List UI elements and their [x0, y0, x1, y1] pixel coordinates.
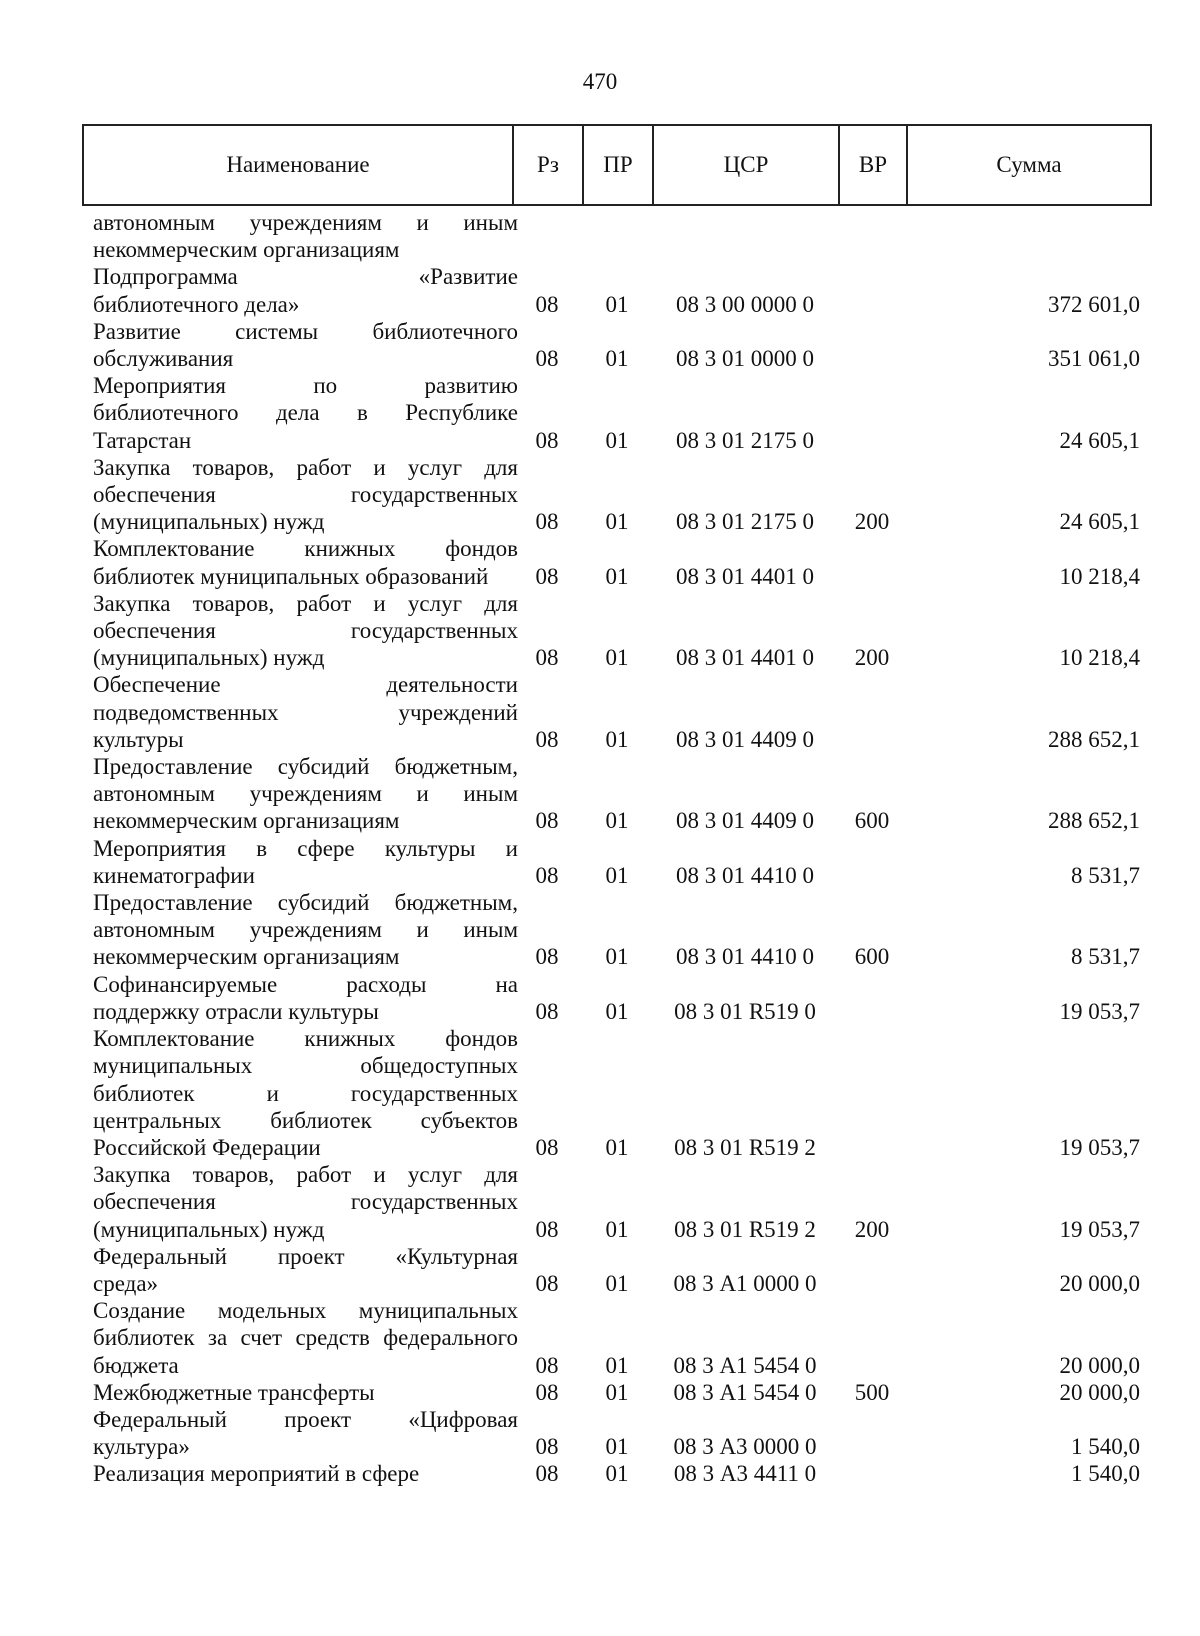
row-name-line: обеспечения государственных	[93, 482, 518, 508]
row-csr: 08 3 01 4409 0	[676, 808, 814, 834]
row-rz	[512, 209, 582, 263]
row-name-line: Предоставление субсидий бюджетным,	[93, 754, 518, 780]
row-name	[82, 671, 518, 753]
row-name	[82, 1161, 518, 1243]
row-name	[82, 753, 518, 835]
table-row	[82, 1297, 1150, 1379]
table-row	[82, 318, 1150, 372]
row-vr: 600	[854, 944, 890, 970]
row-name-line: Федеральный проект «Культурная	[93, 1243, 518, 1269]
row-pr: 01	[605, 427, 629, 453]
row-rz: 08	[535, 1270, 559, 1296]
row-name-line: (муниципальных) нужд	[93, 509, 325, 535]
row-pr: 01	[605, 509, 629, 535]
row-pr: 01	[605, 645, 629, 671]
row-name-line: бюджета	[93, 1352, 179, 1378]
row-csr: 08 3 01 R519 2	[674, 1134, 816, 1160]
row-pr: 01	[605, 1270, 629, 1296]
row-name-line: библиотечного дела в Республике	[93, 400, 518, 426]
row-name-line: Софинансируемые расходы на	[93, 971, 518, 997]
row-pr	[582, 209, 652, 263]
row-name-line: Межбюджетные трансферты	[93, 1379, 375, 1405]
row-sum: 1 540,0	[1071, 1434, 1140, 1460]
row-name-line: Обеспечение деятельности	[93, 672, 518, 698]
row-vr	[838, 1460, 906, 1487]
row-vr: 500	[854, 1379, 890, 1405]
row-vr	[838, 1297, 906, 1379]
row-csr: 08 3 01 2175 0	[676, 509, 814, 535]
row-name	[82, 209, 518, 263]
row-name	[82, 535, 518, 589]
row-rz: 08	[535, 1434, 559, 1460]
row-pr: 01	[605, 1461, 629, 1487]
row-pr: 01	[605, 1379, 629, 1405]
row-sum: 351 061,0	[1048, 346, 1140, 372]
row-name	[82, 263, 518, 317]
row-name	[82, 318, 518, 372]
row-pr: 01	[605, 291, 629, 317]
row-vr	[838, 372, 906, 454]
row-vr	[838, 263, 906, 317]
row-csr: 08 3 А1 5454 0	[673, 1352, 817, 1378]
row-name-line: муниципальных общедоступных	[93, 1053, 518, 1079]
row-sum	[906, 209, 1150, 263]
row-name	[82, 590, 518, 672]
header-rz: Рз	[513, 125, 583, 205]
row-csr	[652, 209, 838, 263]
row-name-line: библиотечного дела»	[93, 291, 300, 317]
row-csr: 08 3 01 0000 0	[676, 346, 814, 372]
row-sum: 8 531,7	[1071, 944, 1140, 970]
row-name-line: обеспечения государственных	[93, 618, 518, 644]
row-name-line: Закупка товаров, работ и услуг для	[93, 454, 518, 480]
table-row	[82, 454, 1150, 536]
row-sum: 20 000,0	[1059, 1270, 1140, 1296]
row-name-line: Закупка товаров, работ и услуг для	[93, 590, 518, 616]
row-rz: 08	[535, 645, 559, 671]
row-vr: 600	[854, 808, 890, 834]
header-pr: ПР	[583, 125, 653, 205]
row-name-line: некоммерческим организациям	[93, 944, 400, 970]
row-name-line: культура»	[93, 1434, 190, 1460]
row-name-line: автономным учреждениям и иным	[93, 781, 518, 807]
table-row	[82, 263, 1150, 317]
table-row	[82, 209, 1150, 263]
row-name	[82, 1460, 512, 1487]
row-name-line: культуры	[93, 726, 184, 752]
table-row	[82, 1243, 1150, 1297]
row-csr: 08 3 01 4409 0	[676, 726, 814, 752]
row-pr: 01	[605, 1216, 629, 1242]
row-csr: 08 3 01 R519 2	[674, 1216, 816, 1242]
row-sum: 24 605,1	[1059, 427, 1140, 453]
row-name	[82, 1297, 518, 1379]
table-row	[82, 1379, 1150, 1406]
row-name	[82, 1243, 518, 1297]
row-rz: 08	[535, 563, 559, 589]
row-name	[82, 889, 518, 971]
row-name-line: библиотек и государственных	[93, 1080, 518, 1106]
row-vr	[838, 535, 906, 589]
row-rz: 08	[535, 291, 559, 317]
row-vr	[838, 1406, 906, 1460]
table-row	[82, 590, 1150, 672]
row-pr: 01	[605, 563, 629, 589]
row-name-line: Создание модельных муниципальных	[93, 1298, 518, 1324]
table-row	[82, 671, 1150, 753]
row-vr: 200	[854, 1216, 890, 1242]
header-vr: ВР	[839, 125, 907, 205]
row-vr	[838, 1025, 906, 1161]
row-csr: 08 3 01 4401 0	[676, 645, 814, 671]
header-csr: ЦСР	[653, 125, 839, 205]
row-name-line: Реализация мероприятий в сфере	[93, 1461, 420, 1487]
row-rz: 08	[535, 808, 559, 834]
row-name-line: Мероприятия по развитию	[93, 373, 518, 399]
table-row	[82, 753, 1150, 835]
table-row	[82, 1161, 1150, 1243]
budget-table-body	[82, 209, 1150, 1488]
table-row	[82, 372, 1150, 454]
row-sum: 8 531,7	[1071, 862, 1140, 888]
row-name	[82, 971, 518, 1025]
row-rz: 08	[535, 862, 559, 888]
row-rz: 08	[535, 1134, 559, 1160]
row-name	[82, 372, 518, 454]
row-rz: 08	[535, 509, 559, 535]
row-sum: 24 605,1	[1059, 509, 1140, 535]
header-sum: Сумма	[907, 125, 1151, 205]
row-sum: 10 218,4	[1059, 563, 1140, 589]
row-pr: 01	[605, 1352, 629, 1378]
row-csr: 08 3 01 4410 0	[676, 862, 814, 888]
row-rz: 08	[535, 1216, 559, 1242]
row-name-line: некоммерческим организациям	[93, 808, 400, 834]
row-name	[82, 1379, 512, 1406]
row-name-line: Предоставление субсидий бюджетным,	[93, 890, 518, 916]
row-csr: 08 3 А1 5454 0	[673, 1379, 817, 1405]
row-sum: 20 000,0	[1059, 1379, 1140, 1405]
row-name-line: библиотек за счет средств федерального	[93, 1325, 518, 1351]
row-name-line: центральных библиотек субъектов	[93, 1107, 518, 1133]
row-rz: 08	[535, 998, 559, 1024]
row-csr: 08 3 А1 0000 0	[673, 1270, 817, 1296]
table-row	[82, 971, 1150, 1025]
row-name-line: (муниципальных) нужд	[93, 645, 325, 671]
row-name-line: кинематографии	[93, 862, 255, 888]
row-sum: 10 218,4	[1059, 645, 1140, 671]
row-sum: 288 652,1	[1048, 726, 1140, 752]
row-name-line: Закупка товаров, работ и услуг для	[93, 1162, 518, 1188]
table-row	[82, 1460, 1150, 1487]
row-pr: 01	[605, 726, 629, 752]
row-name	[82, 1406, 518, 1460]
row-vr	[838, 318, 906, 372]
row-csr: 08 3 А3 4411 0	[673, 1461, 817, 1487]
row-name-line: автономным учреждениям и иным	[93, 210, 518, 235]
table-row	[82, 889, 1150, 971]
table-row	[82, 835, 1150, 889]
row-pr: 01	[605, 1434, 629, 1460]
row-rz: 08	[535, 427, 559, 453]
row-name-line: (муниципальных) нужд	[93, 1216, 325, 1242]
row-csr: 08 3 01 4401 0	[676, 563, 814, 589]
row-sum: 372 601,0	[1048, 291, 1140, 317]
table-row	[82, 1406, 1150, 1460]
row-sum: 1 540,0	[1071, 1461, 1140, 1487]
row-name-line: Мероприятия в сфере культуры и	[93, 835, 518, 861]
row-name	[82, 454, 518, 536]
row-vr: 200	[854, 645, 890, 671]
row-name-line: автономным учреждениям и иным	[93, 917, 518, 943]
row-pr: 01	[605, 346, 629, 372]
row-pr: 01	[605, 808, 629, 834]
row-pr: 01	[605, 1134, 629, 1160]
row-name-line: поддержку отрасли культуры	[93, 998, 379, 1024]
header-name: Наименование	[83, 125, 513, 205]
row-name-line: библиотек муниципальных образований	[93, 563, 489, 589]
row-csr: 08 3 00 0000 0	[676, 291, 814, 317]
row-vr	[838, 671, 906, 753]
row-pr: 01	[605, 998, 629, 1024]
row-vr	[838, 209, 906, 263]
row-name-line: обслуживания	[93, 346, 234, 372]
row-sum: 19 053,7	[1059, 1134, 1140, 1160]
row-rz: 08	[535, 726, 559, 752]
row-rz: 08	[535, 944, 559, 970]
row-csr: 08 3 01 2175 0	[676, 427, 814, 453]
row-name-line: Федеральный проект «Цифровая	[93, 1406, 518, 1432]
row-rz: 08	[535, 1461, 559, 1487]
row-vr	[838, 835, 906, 889]
row-name-line: Комплектование книжных фондов	[93, 536, 518, 562]
page-number: 470	[582, 69, 618, 94]
row-name-line: Подпрограмма «Развитие	[93, 264, 518, 290]
row-pr: 01	[605, 862, 629, 888]
row-name-line: среда»	[93, 1270, 159, 1296]
row-vr: 200	[854, 509, 890, 535]
row-rz: 08	[535, 1352, 559, 1378]
row-name-line: Комплектование книжных фондов	[93, 1026, 518, 1052]
row-name-line: подведомственных учреждений	[93, 699, 518, 725]
row-sum: 19 053,7	[1059, 1216, 1140, 1242]
row-sum: 19 053,7	[1059, 998, 1140, 1024]
row-name-line: обеспечения государственных	[93, 1189, 518, 1215]
row-name-line: Российской Федерации	[93, 1134, 321, 1160]
row-name-line: Развитие системы библиотечного	[93, 318, 518, 344]
row-rz: 08	[535, 346, 559, 372]
row-name-line: некоммерческим организациям	[93, 237, 400, 263]
table-row	[82, 535, 1150, 589]
row-vr	[838, 971, 906, 1025]
row-csr: 08 3 А3 0000 0	[673, 1434, 817, 1460]
row-rz: 08	[535, 1379, 559, 1405]
row-vr	[838, 1243, 906, 1297]
row-name	[82, 1025, 518, 1161]
table-header	[82, 124, 1152, 206]
row-csr: 08 3 01 4410 0	[676, 944, 814, 970]
row-pr: 01	[605, 944, 629, 970]
table-row	[82, 1025, 1150, 1161]
row-sum: 288 652,1	[1048, 808, 1140, 834]
row-sum: 20 000,0	[1059, 1352, 1140, 1378]
row-name-line: Татарстан	[93, 427, 192, 453]
row-csr: 08 3 01 R519 0	[674, 998, 816, 1024]
row-name	[82, 835, 518, 889]
